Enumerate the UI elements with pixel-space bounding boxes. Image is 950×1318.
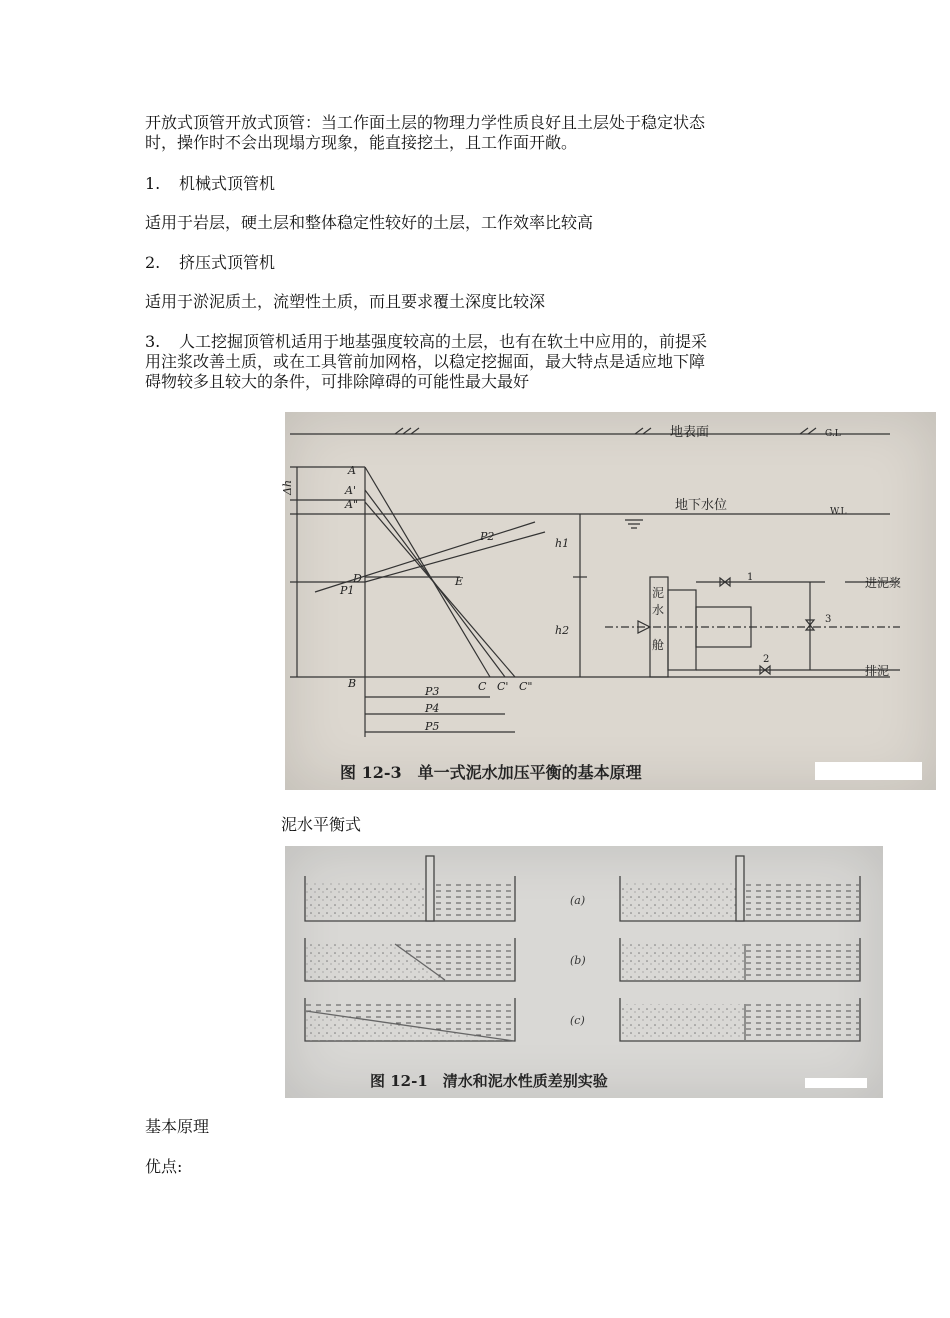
ground-hatch — [395, 428, 816, 434]
list-item-1 — [145, 174, 275, 193]
figure-slurry-balance — [281, 412, 936, 790]
point-c-double: C" — [519, 680, 533, 693]
label-h1: h1 — [555, 537, 570, 550]
watermark-block — [805, 1078, 867, 1088]
figure1-subcaption: 泥水平衡式 — [281, 815, 362, 834]
ground-code: G.L — [825, 429, 841, 439]
list-item-2 — [145, 253, 275, 272]
item-text: 人工挖掘顶管机适用于地基强度较高的土层，也有在软土中应用的，前提采 — [179, 332, 708, 351]
machine-body — [668, 590, 696, 670]
label-a: (a) — [570, 894, 586, 907]
point-c-prime: C' — [497, 680, 509, 693]
list-number: 1. — [145, 174, 161, 193]
item1-description: 适用于岩层，硬土层和整体稳定性较好的土层，工作效率比较高 — [145, 213, 594, 232]
force-p1 — [315, 522, 535, 592]
slurry-out-label: 排泥 — [865, 664, 890, 678]
water-level-symbol — [625, 520, 643, 528]
label-p4: P4 — [425, 702, 440, 715]
chamber-label-2: 水 — [652, 603, 665, 617]
point-a: A — [348, 464, 356, 477]
ground-label: 地表面 — [670, 425, 710, 440]
tank-b-right — [620, 938, 860, 981]
valve-2-label: 2 — [763, 654, 770, 665]
item2-description: 适用于淤泥质土，流塑性土质，而且要求覆土深度比较深 — [145, 292, 546, 311]
item3-line2: 用注浆改善土质，或在工具管前加网格，以稳定挖掘面，最大特点是适应地下障 — [145, 352, 706, 371]
label-h2: h2 — [555, 624, 570, 637]
heading-advantages: 优点: — [145, 1157, 183, 1176]
label-p3: P3 — [425, 685, 440, 698]
para-open-type-line2: 时，操作时不会出现塌方现象，能直接挖土，且工作面开敞。 — [145, 133, 578, 152]
item-title: 挤压式顶管机 — [179, 253, 276, 272]
point-c: C — [478, 680, 487, 693]
figure-water-slurry-experiment — [285, 846, 883, 1098]
label-p5: P5 — [425, 720, 440, 733]
tank-c-left — [305, 998, 515, 1041]
heading-principle: 基本原理 — [145, 1117, 210, 1136]
valve-1-label: 1 — [747, 572, 754, 583]
tank-a-left — [305, 856, 515, 921]
list-item-3 — [145, 332, 707, 351]
item-title: 机械式顶管机 — [179, 174, 276, 193]
chamber-label-1: 泥 — [652, 586, 665, 600]
para-open-type-line1: 开放式顶管开放式顶管：当工作面土层的物理力学性质良好且土层处于稳定状态 — [145, 113, 706, 132]
list-number: 3. — [145, 332, 161, 351]
label-c: (c) — [570, 1014, 585, 1027]
point-d: D — [353, 572, 362, 585]
water-code: W.L — [830, 507, 847, 517]
slurry-in-label: 进泥浆 — [865, 576, 902, 590]
point-e: E — [455, 575, 464, 588]
chamber-label-3: 舱 — [652, 638, 665, 652]
valve-3-label: 3 — [825, 614, 832, 625]
label-b: (b) — [570, 954, 586, 967]
point-a-prime: A' — [345, 484, 356, 497]
water-label: 地下水位 — [675, 498, 728, 513]
tank-a-right — [620, 856, 860, 921]
watermark-block — [815, 762, 922, 780]
figure1-caption: 图 12-3 单一式泥水加压平衡的基本原理 — [340, 763, 642, 782]
item3-line3: 碍物较多且较大的条件，可排除障碍的可能性最大最好 — [145, 372, 530, 391]
label-p1: P1 — [340, 584, 355, 597]
delta-h-label: Δh — [281, 479, 294, 495]
list-number: 2. — [145, 253, 161, 272]
point-a-double: A" — [345, 498, 359, 511]
tank-b-left — [305, 938, 515, 981]
tank-c-right — [620, 998, 860, 1041]
point-b: B — [348, 677, 357, 690]
figure2-caption: 图 12-1 清水和泥水性质差别实验 — [370, 1072, 608, 1090]
label-p2: P2 — [480, 530, 495, 543]
